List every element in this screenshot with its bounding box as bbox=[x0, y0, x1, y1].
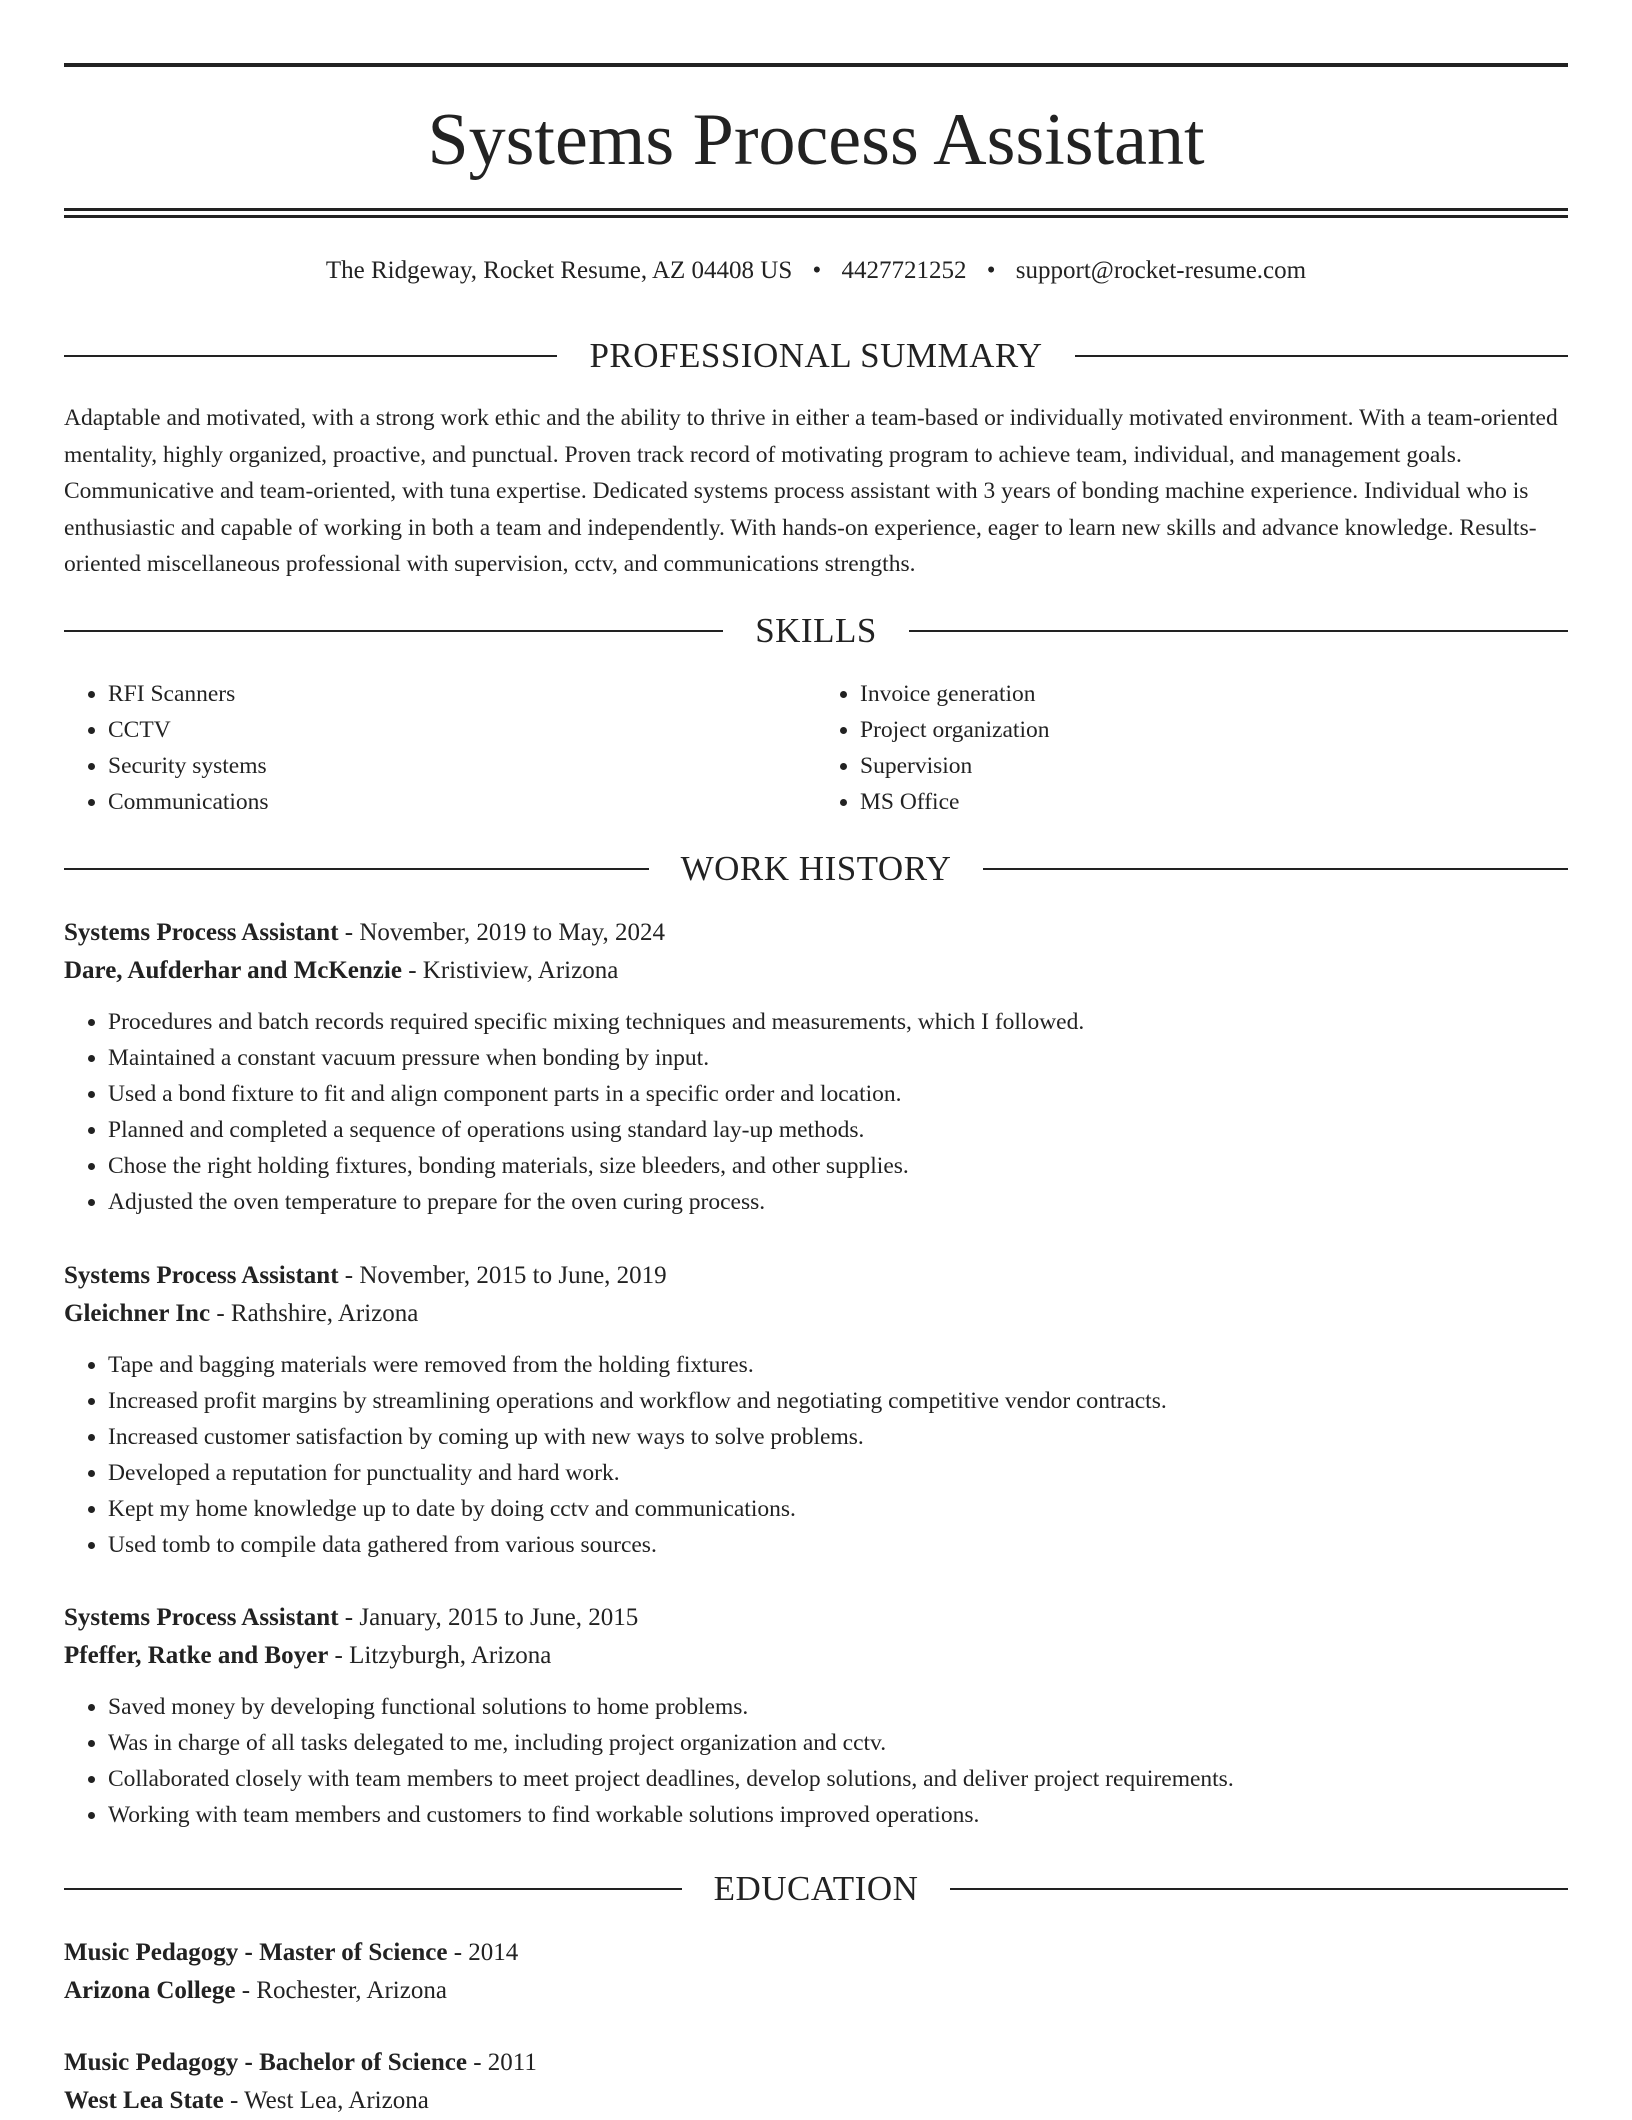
education-entry bbox=[64, 1934, 1568, 2010]
contact-separator: • bbox=[986, 257, 996, 284]
education-school-line bbox=[64, 1972, 1568, 2010]
job-bullet: • Was in charge of all tasks delegated to me, including project organization and cctv. bbox=[108, 1725, 1568, 1761]
contact-email[interactable]: support@rocket-resume.com bbox=[1015, 257, 1307, 284]
heading-rule bbox=[983, 868, 1568, 870]
job-bullet: • Saved money by developing functional solutions to home problems. bbox=[108, 1689, 1568, 1725]
job-bullet: • Planned and completed a sequence of operations using standard lay-up methods. bbox=[108, 1112, 1568, 1148]
job-bullets bbox=[64, 1347, 1568, 1563]
job-title-line bbox=[64, 1257, 1568, 1295]
job-title-line bbox=[64, 914, 1568, 952]
resume-title: Systems Process Assistant bbox=[427, 99, 1205, 181]
job-entry bbox=[64, 1599, 1568, 1833]
education-school-line bbox=[64, 2082, 1568, 2120]
section-title: SKILLS bbox=[755, 611, 877, 650]
education-school: Arizona College bbox=[64, 1977, 236, 2004]
section-heading-summary bbox=[64, 334, 1568, 378]
contact-line bbox=[64, 254, 1568, 288]
heading-rule bbox=[64, 355, 557, 357]
section-title: EDUCATION bbox=[713, 1869, 919, 1908]
job-bullet: • Collaborated closely with team members to meet project deadlines, develop solutions, and deliver project requirements. bbox=[108, 1761, 1568, 1797]
education-location: - Rochester, Arizona bbox=[235, 1977, 447, 2004]
job-bullet: • Increased profit margins by streamlining operations and workflow and negotiating competitive vendor contracts. bbox=[108, 1383, 1568, 1419]
skill-item: • Security systems bbox=[108, 748, 816, 784]
contact-separator: • bbox=[812, 257, 822, 284]
job-company: Gleichner Inc bbox=[64, 1300, 211, 1327]
skill-item: • Project organization bbox=[860, 712, 1568, 748]
section-title: PROFESSIONAL SUMMARY bbox=[589, 336, 1043, 375]
job-company: Pfeffer, Ratke and Boyer bbox=[64, 1642, 329, 1669]
job-company-line bbox=[64, 1295, 1568, 1333]
job-bullet: • Increased customer satisfaction by coming up with new ways to solve problems. bbox=[108, 1419, 1568, 1455]
job-bullet: • Developed a reputation for punctuality and hard work. bbox=[108, 1455, 1568, 1491]
job-bullets bbox=[64, 1689, 1568, 1833]
skill-item: • CCTV bbox=[108, 712, 816, 748]
education-year: - 2014 bbox=[447, 1939, 519, 1966]
skill-item: • Supervision bbox=[860, 748, 1568, 784]
education-entry bbox=[64, 2044, 1568, 2120]
skill-item: • Invoice generation bbox=[860, 676, 1568, 712]
job-location: - Rathshire, Arizona bbox=[210, 1300, 419, 1327]
top-rule bbox=[64, 63, 1568, 67]
job-dates: - November, 2015 to June, 2019 bbox=[338, 1262, 667, 1289]
section-heading-skills bbox=[64, 609, 1568, 653]
job-bullet: • Kept my home knowledge up to date by doing cctv and communications. bbox=[108, 1491, 1568, 1527]
job-title: Systems Process Assistant bbox=[64, 1262, 339, 1289]
education-year: - 2011 bbox=[466, 2049, 537, 2076]
job-title: Systems Process Assistant bbox=[64, 919, 339, 946]
job-company-line bbox=[64, 952, 1568, 990]
job-bullet: • Adjusted the oven temperature to prepare for the oven curing process. bbox=[108, 1184, 1568, 1220]
job-bullet: • Tape and bagging materials were removed from the holding fixtures. bbox=[108, 1347, 1568, 1383]
job-title: Systems Process Assistant bbox=[64, 1604, 339, 1631]
summary-paragraph: Adaptable and motivated, with a strong work ethic and the ability to thrive in either a team-based or individually motivated environment. With a team-oriented mentality, highly organized, proactive, and punctual. Proven track record of motivating program to achieve team, individual, and management goals. Communicative and team-oriented, with tuna expertise. Dedicated systems process assistant with 3 years of bonding machine experience. Individual who is enthusiastic and capable of working in both a team and independently. With hands-on experience, eager to learn new skills and advance knowledge. Results-oriented miscellaneous professional with supervision, cctv, and communications strengths. bbox=[64, 405, 1558, 578]
job-bullets bbox=[64, 1004, 1568, 1220]
skill-item: • Communications bbox=[108, 784, 816, 820]
job-bullet: • Maintained a constant vacuum pressure when bonding by input. bbox=[108, 1040, 1568, 1076]
education-degree: Music Pedagogy - Master of Science bbox=[64, 1939, 448, 1966]
job-bullet: • Used a bond fixture to fit and align component parts in a specific order and location. bbox=[108, 1076, 1568, 1112]
heading-rule bbox=[64, 868, 649, 870]
contact-phone: 4427721252 bbox=[841, 257, 967, 284]
education-degree-line bbox=[64, 1934, 1568, 1972]
skills-list bbox=[64, 676, 1568, 820]
job-dates: - January, 2015 to June, 2015 bbox=[338, 1604, 639, 1631]
job-bullet: • Chose the right holding fixtures, bonding materials, size bleeders, and other supplies. bbox=[108, 1148, 1568, 1184]
section-heading-education bbox=[64, 1867, 1568, 1911]
job-entry bbox=[64, 914, 1568, 1220]
job-company: Dare, Aufderhar and McKenzie bbox=[64, 957, 402, 984]
contact-address: The Ridgeway, Rocket Resume, AZ 04408 US bbox=[325, 257, 793, 284]
education-location: - West Lea, Arizona bbox=[223, 2087, 429, 2114]
skills-column-right bbox=[816, 676, 1568, 820]
job-title-line bbox=[64, 1599, 1568, 1637]
job-location: - Kristiview, Arizona bbox=[401, 957, 619, 984]
job-bullet: • Working with team members and customers to find workable solutions improved operations. bbox=[108, 1797, 1568, 1833]
education-degree: Music Pedagogy - Bachelor of Science bbox=[64, 2049, 467, 2076]
job-company-line bbox=[64, 1637, 1568, 1675]
title-rule-lower bbox=[64, 215, 1568, 218]
skill-item: • MS Office bbox=[860, 784, 1568, 820]
job-location: - Litzyburgh, Arizona bbox=[328, 1642, 552, 1669]
title-rule-upper bbox=[64, 208, 1568, 211]
education-degree-line bbox=[64, 2044, 1568, 2082]
job-bullet: • Used tomb to compile data gathered from various sources. bbox=[108, 1527, 1568, 1563]
heading-rule bbox=[1075, 355, 1568, 357]
skill-item: • RFI Scanners bbox=[108, 676, 816, 712]
heading-rule bbox=[64, 1888, 682, 1890]
heading-rule bbox=[909, 630, 1568, 632]
section-heading-work bbox=[64, 847, 1568, 891]
job-dates: - November, 2019 to May, 2024 bbox=[338, 919, 666, 946]
skills-column-left bbox=[64, 676, 816, 820]
section-title: WORK HISTORY bbox=[680, 849, 952, 888]
heading-rule bbox=[950, 1888, 1568, 1890]
education-school: West Lea State bbox=[64, 2087, 224, 2114]
heading-rule bbox=[64, 630, 723, 632]
job-bullet: • Procedures and batch records required specific mixing techniques and measurements, which I followed. bbox=[108, 1004, 1568, 1040]
job-entry bbox=[64, 1257, 1568, 1563]
